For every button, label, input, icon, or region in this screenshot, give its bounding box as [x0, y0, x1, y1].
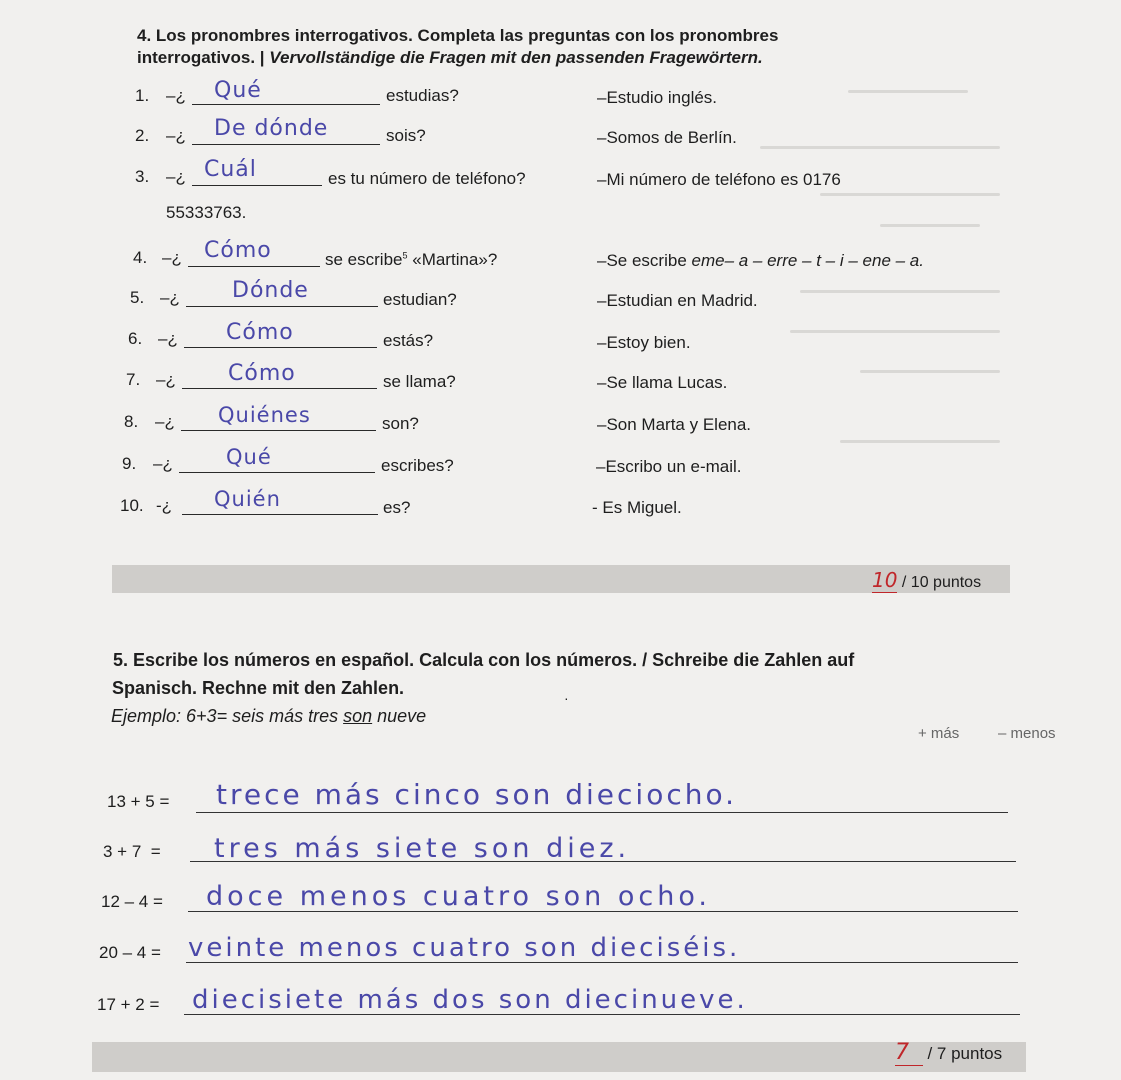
exercise5-title: 5. Escribe los números en español. Calcula con los números. / Schreibe die Zahlen auf	[113, 650, 855, 670]
question-number: 10.	[120, 496, 144, 515]
question-number: 1.	[135, 86, 150, 105]
handwritten-answer[interactable]: Qué	[226, 445, 272, 469]
sum-expression: 20 – 4 =	[99, 943, 161, 962]
question-number: 8.	[124, 412, 139, 431]
handwritten-answer[interactable]: Dónde	[232, 278, 309, 303]
handwritten-answer[interactable]: doce menos cuatro son ocho.	[206, 881, 711, 912]
example-result: nueve	[372, 706, 427, 726]
question-prefix: –¿	[153, 454, 173, 473]
question-number: 4.	[133, 248, 148, 267]
question-rest: estudias?	[386, 86, 459, 105]
sum-expression: 17 + 2 =	[97, 995, 160, 1014]
handwritten-answer[interactable]: Quiénes	[218, 403, 311, 427]
question-prefix: –¿	[160, 288, 180, 307]
sum-expression: 12 – 4 =	[101, 892, 163, 911]
sum-expression: 3 + 7 =	[103, 842, 161, 861]
question-prefix: –¿	[158, 329, 178, 348]
exercise4-title-es-cont: interrogativos. |	[137, 48, 265, 67]
question-response: –Se llama Lucas.	[597, 373, 728, 392]
question-rest: son?	[382, 414, 419, 433]
score-value: 7	[895, 1040, 923, 1066]
question-prefix: –¿	[166, 86, 186, 105]
exercise5-title-line2: Spanisch. Rechne mit den Zahlen.	[112, 678, 405, 698]
question-response: –Mi número de teléfono es 0176	[597, 170, 841, 189]
handwritten-answer[interactable]: tres más siete son diez.	[214, 833, 631, 864]
question-rest: es tu número de teléfono?	[328, 169, 526, 188]
handwritten-answer[interactable]: De dónde	[214, 116, 329, 141]
question-number: 5.	[130, 288, 145, 307]
handwritten-answer[interactable]: Cómo	[204, 238, 272, 263]
question-rest: estudian?	[383, 290, 457, 309]
question-prefix: –¿	[166, 167, 186, 186]
question-prefix: -¿	[156, 496, 173, 515]
pen-mark: ·	[564, 690, 569, 706]
score-bar-exercise5	[92, 1042, 1026, 1072]
question-response	[597, 251, 924, 271]
question-response: –Estudio inglés.	[597, 88, 718, 107]
question-response: –Escribo un e-mail.	[596, 457, 742, 476]
handwritten-answer[interactable]: Cómo	[228, 361, 296, 386]
question-response-pre: –Se escribe	[597, 251, 692, 270]
handwritten-answer[interactable]: Cómo	[226, 320, 294, 345]
question-number: 2.	[135, 126, 150, 145]
exercise4-title-line2	[137, 48, 763, 68]
question-response: –Estudian en Madrid.	[597, 291, 758, 310]
question-prefix: –¿	[155, 412, 175, 431]
score-exercise4	[872, 568, 981, 592]
question-rest	[325, 250, 497, 270]
handwritten-answer[interactable]: Cuál	[204, 157, 257, 182]
question-rest-after: «Martina»?	[412, 250, 498, 269]
score-total: / 10 puntos	[901, 574, 982, 591]
score-exercise5	[895, 1040, 1002, 1066]
handwritten-answer[interactable]: veinte menos cuatro son dieciséis.	[188, 933, 741, 963]
footnote-marker: 5	[402, 250, 408, 261]
exercise4-title-es: 4. Los pronombres interrogativos. Completa las preguntas con los pronombres	[137, 26, 779, 45]
question-prefix: –¿	[166, 126, 186, 145]
sum-expression: 13 + 5 =	[107, 792, 170, 811]
handwritten-answer[interactable]: Quién	[214, 487, 281, 511]
question-prefix: –¿	[156, 370, 176, 389]
exercise4-title	[137, 26, 778, 46]
score-value: 10	[872, 568, 898, 592]
legend-plus: + más	[918, 725, 960, 742]
question-response-em: eme– a – erre – t – i – ene – a.	[691, 251, 924, 270]
handwritten-answer[interactable]: diecisiete más dos son diecinueve.	[192, 985, 748, 1015]
example-text: Ejemplo: 6+3= seis más tres	[111, 706, 344, 726]
question-rest: se llama?	[383, 372, 456, 391]
exercise4-title-de: Vervollständige die Fragen mit den passenden Fragewörtern.	[269, 48, 763, 67]
question-response-cont: 55333763.	[166, 203, 247, 222]
question-number: 7.	[126, 370, 141, 389]
question-rest: escribes?	[381, 456, 454, 475]
example-son: son	[343, 706, 373, 726]
question-response: –Estoy bien.	[597, 333, 691, 352]
exercise5-example	[111, 706, 426, 727]
question-rest: es?	[383, 498, 411, 517]
question-rest-text: se escribe	[325, 250, 403, 269]
handwritten-answer[interactable]: trece más cinco son dieciocho.	[216, 778, 738, 811]
legend-minus: – menos	[998, 725, 1056, 742]
question-rest: sois?	[386, 126, 426, 145]
score-total: / 7 puntos	[927, 1044, 1003, 1063]
question-number: 9.	[122, 454, 137, 473]
question-response: –Son Marta y Elena.	[597, 415, 752, 434]
handwritten-answer[interactable]: Qué	[214, 78, 262, 103]
question-number: 6.	[128, 329, 143, 348]
question-rest: estás?	[383, 331, 434, 350]
question-number: 3.	[135, 167, 150, 186]
question-prefix: –¿	[162, 248, 182, 267]
question-response: - Es Miguel.	[592, 498, 682, 517]
question-response: –Somos de Berlín.	[597, 128, 737, 147]
